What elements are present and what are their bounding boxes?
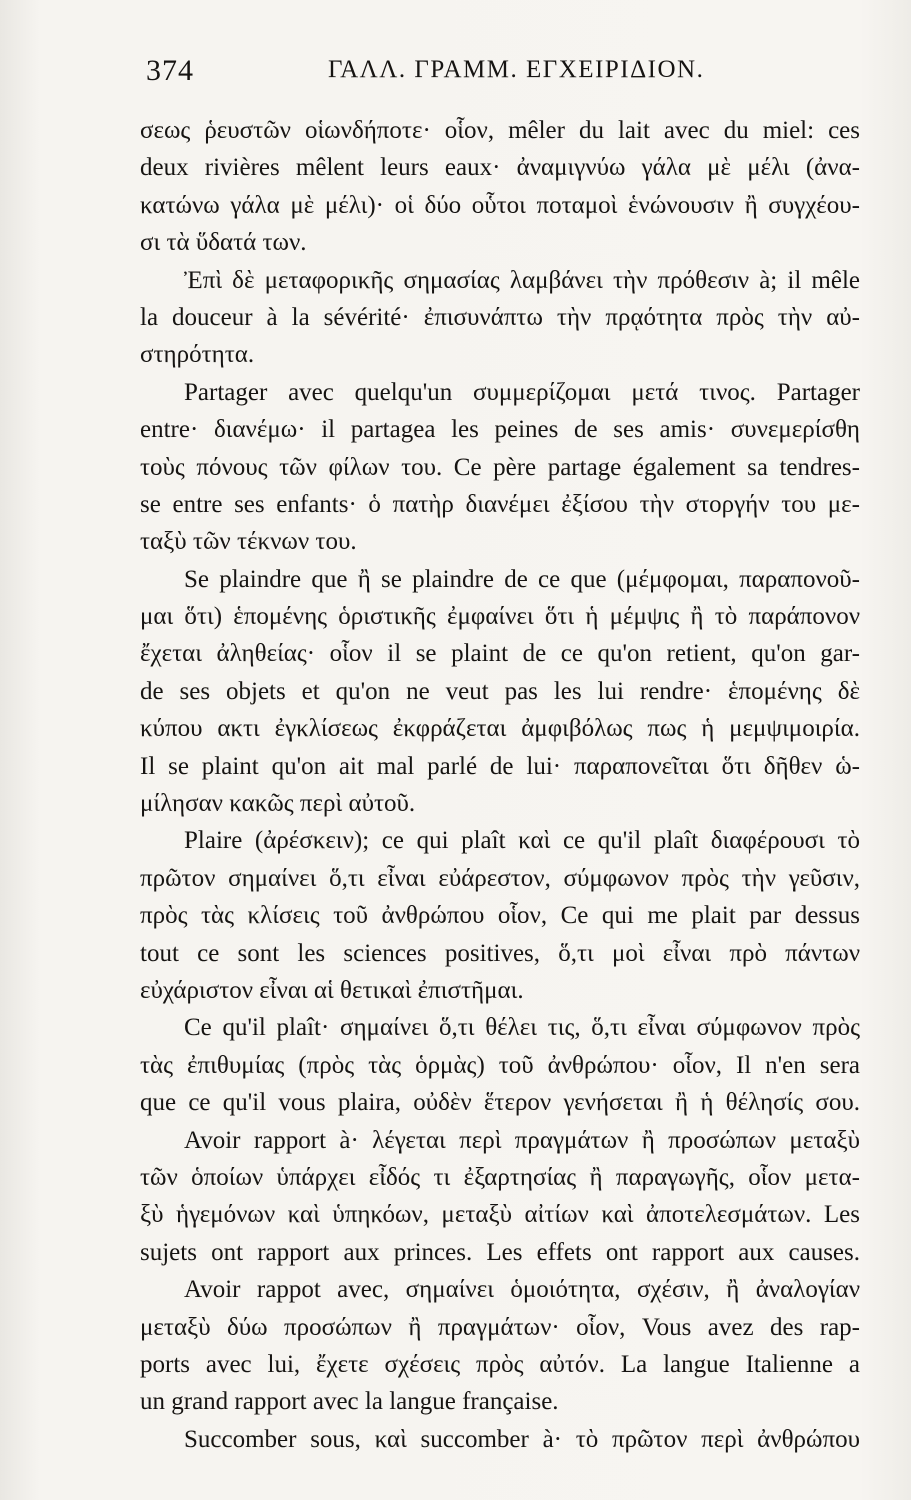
text-line: Se plaindre que ἢ se plaindre de ce que (μέμφομαι, παραπονοῦ- — [184, 565, 860, 593]
text-line: ξὺ ἡγεμόνων καὶ ὑπηκόων, μεταξὺ αἰτίων καὶ ἀποτελεσμάτων. Les — [140, 1201, 860, 1229]
running-head: ΓΑΛΛ. ΓΡΑΜΜ. ΕΓΧΕΙΡΙΔΙΟΝ. — [328, 56, 705, 83]
text-line: μίλησαν κακῶς περὶ αὐτοῦ. — [140, 790, 416, 818]
text-line: σεως ῥευστῶν οἱωνδήποτε· οἷον, mêler du lait avec du miel: ces — [140, 117, 860, 144]
text-line: que ce qu'il vous plaira, οὐδὲν ἕτερον γενήσεται ἢ ἡ θέλησίς σου. — [140, 1089, 860, 1117]
text-line: μαι ὅτι) ἑπομένης ὁριστικῆς ἐμφαίνει ὅτι ἡ μέμψις ἢ τὸ παράπονον — [140, 603, 860, 631]
text-line: tout ce sont les sciences positives, ὅ,τι μοὶ εἶναι πρὸ πάντων — [140, 939, 860, 967]
text-line: Il se plaint qu'on ait mal parlé de lui· παραπονεῖται ὅτι δῆθεν ὡ- — [140, 752, 860, 780]
text-line: τῶν ὁποίων ὑπάρχει εἶδός τι ἐξαρτησίας ἢ παραγωγῆς, οἷον μετα- — [140, 1163, 860, 1191]
page-number: 374 — [146, 54, 194, 87]
text-line: τοὺς πόνους τῶν φίλων του. Ce père partage également sa tendres- — [140, 453, 860, 481]
text-line: Plaire (ἀρέσκειν); ce qui plaît καὶ ce qu'il plaît διαφέρουσι τὸ — [184, 827, 860, 855]
text-line: πρῶτον σημαίνει ὅ,τι εἶναι εὐάρεστον, σύμφωνον πρὸς τὴν γεῦσιν, — [140, 864, 860, 892]
text-line: Ἐπὶ δὲ μεταφορικῆς σημασίας λαμβάνει τὴν πρόθεσιν à; il mêle — [184, 266, 860, 294]
page-header — [146, 54, 858, 100]
text-line: μεταξὺ δύω προσώπων ἢ πραγμάτων· οἷον, Vous avez des rap- — [140, 1313, 860, 1341]
text-line: κατώνω γάλα μὲ μέλι)· οἱ δύο οὗτοι ποταμοὶ ἑνώνουσιν ἢ συγχέου- — [140, 191, 860, 219]
text-line: Avoir rappot avec, σημαίνει ὁμοιότητα, σχέσιν, ἢ ἀναλογίαν — [184, 1276, 860, 1304]
text-line: Avoir rapport à· λέγεται περὶ πραγμάτων ἢ προσώπων μεταξὺ — [184, 1126, 860, 1154]
text-line: se entre ses enfants· ὁ πατὴρ διανέμει ἐξίσου τὴν στοργήν του με- — [140, 490, 860, 518]
text-line: σι τὰ ὕδατά των. — [140, 229, 307, 257]
text-line: un grand rapport avec la langue française. — [140, 1388, 559, 1416]
text-line: sujets ont rapport aux princes. Les effets ont rapport aux causes. — [140, 1238, 860, 1266]
text-line: de ses objets et qu'on ne veut pas les lui rendre· ἑπομένης δὲ — [140, 677, 860, 705]
text-line: entre· διανέμω· il partagea les peines de ses amis· συνεμερίσθη — [140, 416, 860, 444]
text-line: deux rivières mêlent leurs eaux· ἀναμιγνύω γάλα μὲ μέλι (ἀνα- — [140, 154, 860, 182]
text-line: Ce qu'il plaît· σημαίνει ὅ,τι θέλει τις, ὅ,τι εἶναι σύμφωνον πρὸς — [184, 1014, 860, 1042]
text-line: Succomber sous, καὶ succomber à· τὸ πρῶτον περὶ ἀνθρώπου — [184, 1425, 860, 1453]
text-line: εὐχάριστον εἶναι αἱ θετικαὶ ἐπιστῆμαι. — [140, 976, 524, 1004]
body-text — [140, 112, 860, 1458]
text-line: πρὸς τὰς κλίσεις τοῦ ἀνθρώπου οἷον, Ce qui me plait par dessus — [140, 902, 860, 930]
text-line: στηρότητα. — [140, 341, 255, 369]
text-line: κύπου ακτι ἐγκλίσεως ἐκφράζεται ἀμφιβόλως πως ἡ μεμψιμοιρία. — [140, 715, 860, 743]
text-line: τὰς ἐπιθυμίας (πρὸς τὰς ὁρμὰς) τοῦ ἀνθρώπου· οἷον, Il n'en sera — [140, 1051, 860, 1079]
text-line: ports avec lui, ἔχετε σχέσεις πρὸς αὐτόν. La langue Italienne a — [140, 1350, 860, 1378]
text-line: la douceur à la sévérité· ἐπισυνάπτω τὴν πρᾳότητα πρὸς τὴν αὐ- — [140, 303, 860, 331]
text-line: ἔχεται ἀληθείας· οἷον il se plaint de ce qu'on retient, qu'on gar- — [140, 640, 860, 668]
text-line: ταξὺ τῶν τέκνων του. — [140, 528, 357, 556]
text-line: Partager avec quelqu'un συμμερίζομαι μετά τινος. Partager — [184, 378, 860, 406]
